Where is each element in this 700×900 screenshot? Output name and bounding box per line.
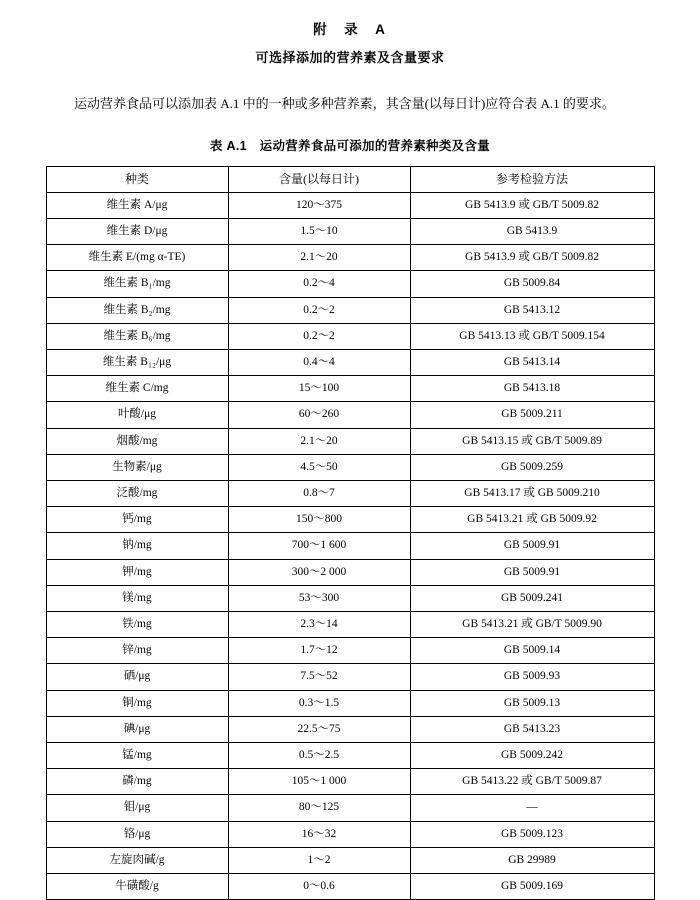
table-row bbox=[46, 402, 654, 428]
nutrient-amount-cell: 22.5～75 bbox=[228, 716, 410, 742]
table-row bbox=[46, 585, 654, 611]
nutrient-amount-cell: 15～100 bbox=[228, 376, 410, 402]
table-row bbox=[46, 480, 654, 506]
nutrient-method-cell: GB 5009.169 bbox=[410, 873, 654, 899]
nutrient-method-cell: GB 5009.14 bbox=[410, 638, 654, 664]
nutrient-method-cell: GB 5009.242 bbox=[410, 742, 654, 768]
nutrient-name-cell: 钠/mg bbox=[46, 533, 228, 559]
nutrient-name-cell: 泛酸/mg bbox=[46, 480, 228, 506]
nutrient-amount-cell: 105～1 000 bbox=[228, 769, 410, 795]
nutrient-method-cell: GB 5009.259 bbox=[410, 454, 654, 480]
nutrient-name-cell: 硒/μg bbox=[46, 664, 228, 690]
table-header-cell: 参考检验方法 bbox=[410, 166, 654, 192]
nutrient-method-cell: GB 5413.22 或 GB/T 5009.87 bbox=[410, 769, 654, 795]
nutrient-name-cell: 钙/mg bbox=[46, 507, 228, 533]
nutrient-amount-cell: 0.3～1.5 bbox=[228, 690, 410, 716]
nutrient-name-cell: 维生素 A/μg bbox=[46, 192, 228, 218]
nutrient-method-cell: GB 29989 bbox=[410, 847, 654, 873]
nutrient-amount-cell: 120～375 bbox=[228, 192, 410, 218]
document-page bbox=[0, 18, 700, 871]
table-row bbox=[46, 559, 654, 585]
nutrient-method-cell: GB 5009.84 bbox=[410, 271, 654, 297]
nutrient-amount-cell: 2.1～20 bbox=[228, 428, 410, 454]
nutrient-name-cell: 烟酸/mg bbox=[46, 428, 228, 454]
table-row bbox=[46, 716, 654, 742]
table-row bbox=[46, 376, 654, 402]
nutrient-method-cell: GB 5413.15 或 GB/T 5009.89 bbox=[410, 428, 654, 454]
nutrient-name-cell: 维生素 B₂/mg bbox=[46, 297, 228, 323]
nutrient-name-cell: 维生素 B₁₂/μg bbox=[46, 349, 228, 375]
table-row bbox=[46, 664, 654, 690]
nutrient-name-cell: 钼/μg bbox=[46, 795, 228, 821]
table-row bbox=[46, 454, 654, 480]
nutrient-name-cell: 锰/mg bbox=[46, 742, 228, 768]
nutrient-name-cell: 维生素 B₆/mg bbox=[46, 323, 228, 349]
nutrient-method-cell: GB 5413.23 bbox=[410, 716, 654, 742]
nutrient-method-cell: GB 5413.9 或 GB/T 5009.82 bbox=[410, 192, 654, 218]
nutrient-name-cell: 左旋肉碱/g bbox=[46, 847, 228, 873]
nutrient-name-cell: 镁/mg bbox=[46, 585, 228, 611]
nutrient-method-cell: GB 5413.9 或 GB/T 5009.82 bbox=[410, 245, 654, 271]
nutrient-method-cell: GB 5413.14 bbox=[410, 349, 654, 375]
table-row bbox=[46, 192, 654, 218]
table-row bbox=[46, 349, 654, 375]
nutrient-amount-cell: 4.5～50 bbox=[228, 454, 410, 480]
nutrient-amount-cell: 2.1～20 bbox=[228, 245, 410, 271]
appendix-title: 附 录 A bbox=[0, 18, 700, 38]
appendix-subtitle: 可选择添加的营养素及含量要求 bbox=[0, 47, 700, 66]
nutrient-amount-cell: 0.2～2 bbox=[228, 323, 410, 349]
nutrient-amount-cell: 2.3～14 bbox=[228, 611, 410, 637]
nutrient-name-cell: 铬/μg bbox=[46, 821, 228, 847]
nutrient-amount-cell: 1～2 bbox=[228, 847, 410, 873]
nutrient-amount-cell: 700～1 600 bbox=[228, 533, 410, 559]
table-row bbox=[46, 873, 654, 899]
nutrient-method-cell: GB 5009.91 bbox=[410, 533, 654, 559]
nutrient-method-cell: GB 5413.9 bbox=[410, 218, 654, 244]
nutrient-name-cell: 维生素 E/(mg α-TE) bbox=[46, 245, 228, 271]
table-header-row bbox=[46, 166, 654, 192]
nutrient-method-cell: GB 5009.91 bbox=[410, 559, 654, 585]
nutrient-amount-cell: 16～32 bbox=[228, 821, 410, 847]
body-paragraph: 运动营养食品可以添加表 A.1 中的一种或多种营养素，其含量(以每日计)应符合表 A.1 的要求。 bbox=[48, 94, 652, 114]
nutrient-amount-cell: 60～260 bbox=[228, 402, 410, 428]
table-row bbox=[46, 297, 654, 323]
table-row bbox=[46, 507, 654, 533]
nutrient-method-cell: GB 5413.17 或 GB 5009.210 bbox=[410, 480, 654, 506]
nutrient-amount-cell: 0.2～4 bbox=[228, 271, 410, 297]
nutrient-amount-cell: 1.7～12 bbox=[228, 638, 410, 664]
table-row bbox=[46, 611, 654, 637]
nutrient-amount-cell: 0.4～4 bbox=[228, 349, 410, 375]
nutrient-name-cell: 磷/mg bbox=[46, 769, 228, 795]
nutrient-method-cell: GB 5009.93 bbox=[410, 664, 654, 690]
table-row bbox=[46, 769, 654, 795]
nutrient-amount-cell: 0.8～7 bbox=[228, 480, 410, 506]
table-row bbox=[46, 690, 654, 716]
table-row bbox=[46, 428, 654, 454]
table-row bbox=[46, 218, 654, 244]
table-row bbox=[46, 323, 654, 349]
nutrient-name-cell: 钾/mg bbox=[46, 559, 228, 585]
nutrient-amount-cell: 0.2～2 bbox=[228, 297, 410, 323]
nutrient-name-cell: 生物素/μg bbox=[46, 454, 228, 480]
table-row bbox=[46, 533, 654, 559]
nutrient-amount-cell: 80～125 bbox=[228, 795, 410, 821]
nutrient-method-cell: GB 5009.13 bbox=[410, 690, 654, 716]
nutrient-method-cell: GB 5413.13 或 GB/T 5009.154 bbox=[410, 323, 654, 349]
nutrient-method-cell: GB 5413.21 或 GB/T 5009.90 bbox=[410, 611, 654, 637]
table-row bbox=[46, 847, 654, 873]
table-header-cell: 含量(以每日计) bbox=[228, 166, 410, 192]
nutrient-name-cell: 维生素 C/mg bbox=[46, 376, 228, 402]
nutrient-amount-cell: 1.5～10 bbox=[228, 218, 410, 244]
table-row bbox=[46, 245, 654, 271]
table-row bbox=[46, 821, 654, 847]
nutrient-amount-cell: 0～0.6 bbox=[228, 873, 410, 899]
table-header-cell: 种类 bbox=[46, 166, 228, 192]
nutrient-name-cell: 碘/μg bbox=[46, 716, 228, 742]
nutrient-name-cell: 锌/mg bbox=[46, 638, 228, 664]
nutrient-method-cell: GB 5009.123 bbox=[410, 821, 654, 847]
nutrient-amount-cell: 150～800 bbox=[228, 507, 410, 533]
nutrient-amount-cell: 7.5～52 bbox=[228, 664, 410, 690]
nutrient-name-cell: 维生素 B₁/mg bbox=[46, 271, 228, 297]
nutrient-name-cell: 铜/mg bbox=[46, 690, 228, 716]
nutrient-method-cell: GB 5009.211 bbox=[410, 402, 654, 428]
nutrient-name-cell: 叶酸/μg bbox=[46, 402, 228, 428]
nutrient-name-cell: 铁/mg bbox=[46, 611, 228, 637]
nutrient-amount-cell: 300～2 000 bbox=[228, 559, 410, 585]
table-row bbox=[46, 271, 654, 297]
nutrient-method-cell: GB 5413.21 或 GB 5009.92 bbox=[410, 507, 654, 533]
nutrient-method-cell: GB 5413.12 bbox=[410, 297, 654, 323]
nutrient-name-cell: 维生素 D/μg bbox=[46, 218, 228, 244]
table-row bbox=[46, 742, 654, 768]
table-caption: 表 A.1 运动营养食品可添加的营养素种类及含量 bbox=[0, 136, 700, 154]
nutrient-method-cell: GB 5009.241 bbox=[410, 585, 654, 611]
nutrient-method-cell: GB 5413.18 bbox=[410, 376, 654, 402]
nutrient-name-cell: 牛磺酸/g bbox=[46, 873, 228, 899]
nutrient-amount-cell: 0.5～2.5 bbox=[228, 742, 410, 768]
table-row bbox=[46, 795, 654, 821]
nutrient-method-cell: — bbox=[410, 795, 654, 821]
nutrient-table bbox=[46, 166, 655, 900]
table-row bbox=[46, 638, 654, 664]
nutrient-amount-cell: 53～300 bbox=[228, 585, 410, 611]
